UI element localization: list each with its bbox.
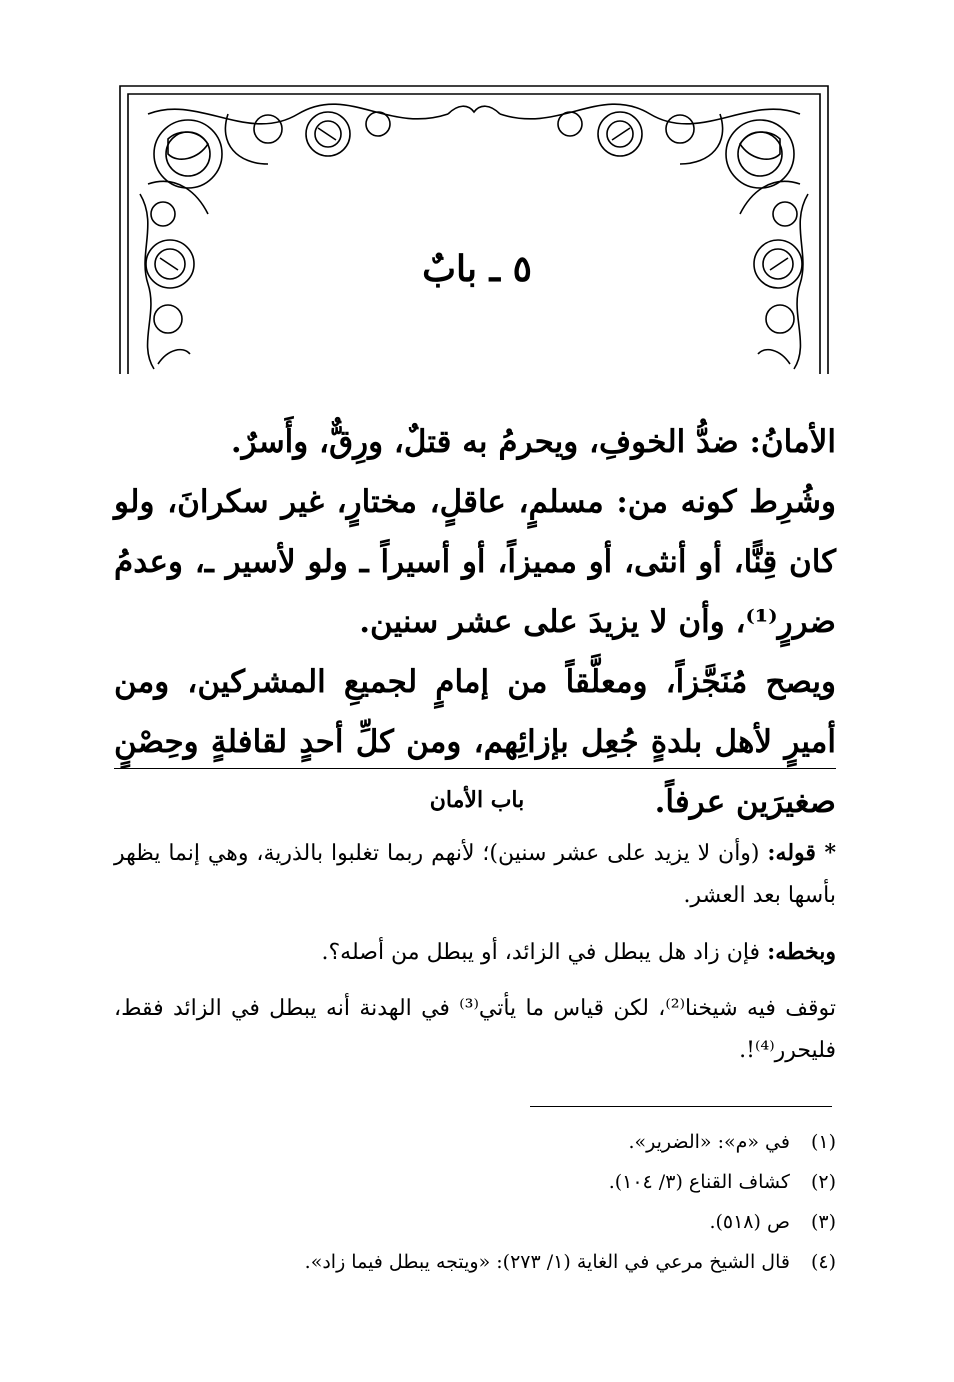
commentary-lead: * قوله:: [767, 840, 836, 866]
footnote-item: [114, 1202, 836, 1242]
footnote-number: (١): [810, 1131, 836, 1153]
commentary-body: توقف فيه شيخنا⁽²⁾، لكن قياس ما يأتي⁽³⁾ في الهدنة أنه يبطل في الزائد فقط، فليحرر⁽⁴⁾!.: [114, 996, 837, 1063]
main-paragraph: الأمانُ: ضدُّ الخوفِ، ويحرمُ به قتلٌ، ورِقٌّ، وأَسرٌ.: [230, 424, 836, 460]
footnote-text: في «م»: «الضرير».: [628, 1131, 790, 1153]
ornamental-frame-icon: [118, 84, 830, 376]
footnote-item: [114, 1162, 836, 1202]
commentary-paragraph: [114, 931, 836, 974]
main-text: [114, 412, 836, 832]
footnote-number: (٢): [810, 1171, 836, 1193]
commentary-lead: وبخطه:: [767, 939, 836, 965]
chapter-title: ٥ ـ بابٌ: [422, 248, 532, 290]
footnote-item: [114, 1242, 836, 1282]
footnote-text: ص (٥١٨).: [709, 1211, 790, 1233]
main-paragraph: ويصح مُنَجَّزاً، ومعلَّقاً من إمامٍ لجميعِ المشركين، ومن أميرٍ لأهل بلدةٍ جُعِل بإزائِهم، ومن كلِّ أحدٍ لقافلةٍ وحِصْنٍ صغيرَين عرفاً.: [114, 664, 836, 820]
commentary-divider: [114, 768, 836, 769]
main-paragraph: وشُرِط كونه من: مسلمٍ، عاقلٍ، مختارٍ، غير سكرانَ، ولو كان قِنًّا، أو أنثى، أو مميزاً، أو أسيراً ـ ولو لأسير ـ، وعدمُ ضررٍ⁽¹⁾، وأن لا يزيدَ على عشر سنين.: [114, 484, 836, 640]
commentary-paragraph: [114, 988, 836, 1072]
ornamental-header-frame: [118, 84, 830, 376]
commentary-text: [114, 832, 836, 1086]
footnote-number: (٣): [810, 1211, 836, 1233]
footnotes: [114, 1122, 836, 1282]
footnote-number: (٤): [810, 1251, 836, 1273]
footnote-divider: [530, 1106, 832, 1107]
commentary-body: فإن زاد هل يبطل في الزائد، أو يبطل من أصله؟.: [321, 940, 761, 965]
commentary-heading: باب الأمان: [429, 787, 525, 813]
footnote-item: [114, 1122, 836, 1162]
footnote-text: قال الشيخ مرعي في الغاية (١/ ٢٧٣): «ويتجه يبطل فيما زاد».: [304, 1251, 790, 1273]
commentary-paragraph: [114, 832, 836, 917]
commentary-body: (وأن لا يزيد على عشر سنين)؛ لأنهم ربما تغلبوا بالذرية، وهي إنما يظهر بأسها بعد العشر.: [114, 841, 836, 908]
footnote-text: كشاف القناع (٣/ ١٠٤).: [608, 1171, 790, 1193]
